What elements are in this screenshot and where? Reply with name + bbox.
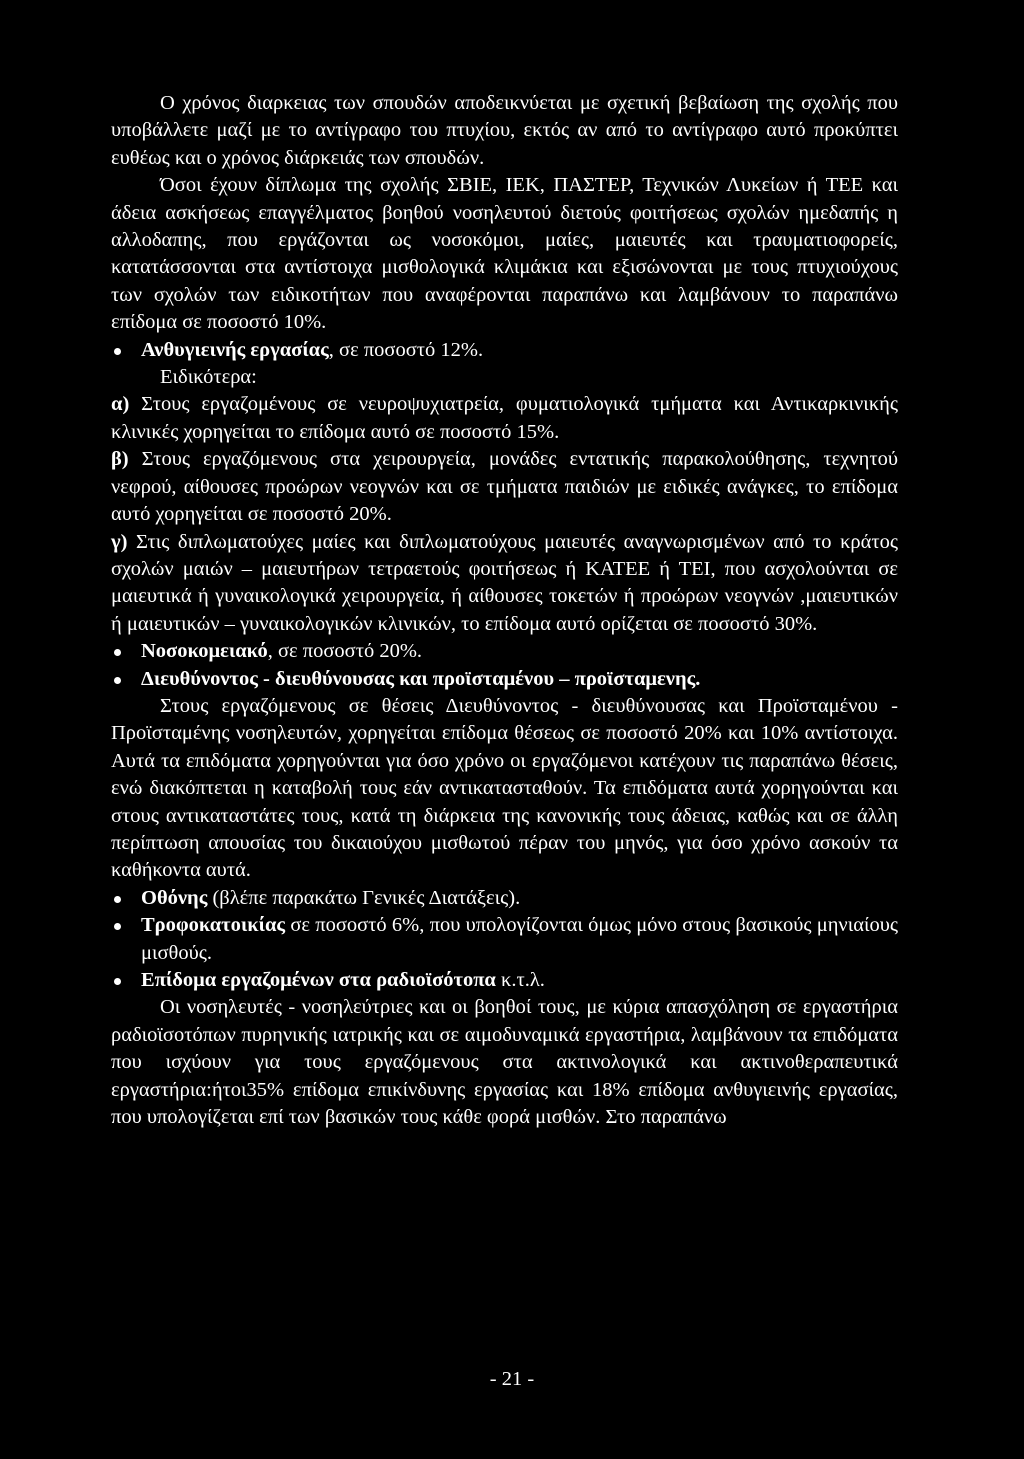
bullet-hospital [111, 638, 898, 665]
bullet-text: (βλέπε παρακάτω Γενικές Διατάξεις). [207, 886, 521, 909]
item-text: Στις διπλωματούχες μαίες και διπλωματούχους μαιευτές αναγνωρισμένων από το κράτος σχολών μαιών – μαιευτήρων τετραετούς φοιτήσεως ή ΚΑΤΕΕ ή ΤΕΙ, που ασχολούνται σε μαιευτικά ή γυναικολογικά χειρουργεία, ή αίθουσες τοκετών ή προώρων νεογνών ,μαιευτικών ή μαιευτικών – γυναικολογικών κλινικών, το επίδομα αυτό ορίζεται σε ποσοστό 30%. [111, 530, 898, 635]
bullet-title: Διευθύνοντος - διευθύνουσας και προϊσταμένου – προϊσταμενης. [141, 667, 701, 690]
item-label: α) [111, 393, 130, 416]
bullet-text: κ.τ.λ. [495, 969, 545, 991]
bullet-screen [111, 885, 898, 912]
item-label: β) [111, 448, 129, 471]
item-text: Στους εργαζόμενους στα χειρουργεία, μονάδες εντατικής παρακολούθησης, τεχνητού νεφρού, αίθουσες προώρων νεογνών και σε τμήματα παιδιών με ειδικές ανάγκες, το επίδομα αυτό χορηγείται σε ποσοστό 20%. [111, 448, 898, 526]
item-c [111, 529, 898, 639]
bullet-director [111, 666, 898, 693]
paragraph-position-allowance: Στους εργαζόμενους σε θέσεις Διευθύνοντος - διευθύνουσας και Προϊσταμένου - Προϊσταμένης νοσηλευτών, χορηγείται επίδομα θέσεως σε ποσοστό 20% και 10% αντίστοιχα. Αυτά τα επιδόματα χορηγούνται για όσο χρόνο οι εργαζόμενοι κατέχουν τις παραπάνω θέσεις, ενώ διακόπτεται η καταβολή τους εάν αντικατασταθούν. Τα επιδόματα αυτά χορηγούνται και στους αντικαταστάτες τους, κατά τη διάρκεια της κανονικής τους άδειας, καθώς και σε άλλη περίπτωση απουσίας του δικαιούχου μισθωτού πέραν του μηνός, για όσο χρόνο ασκούν τα καθήκοντα αυτά. [111, 694, 898, 882]
item-b [111, 446, 898, 528]
bullet-text: , σε ποσοστό 20%. [267, 640, 423, 663]
bullet-dot [114, 348, 121, 355]
bullet-board-lodging [111, 912, 898, 967]
bullet-radioisotopes [111, 967, 898, 994]
bullet-unhealthy-work [111, 337, 898, 364]
bullet-dot [114, 677, 121, 684]
bullet-title: Τροφοκατοικίας [141, 914, 286, 937]
paragraph-radioisotope-labs: Οι νοσηλευτές - νοσηλεύτριες και οι βοηθοί τους, με κύρια απασχόληση σε εργαστήρια ραδιοϊσοτόπων πυρηνικής ιατρικής και σε αιμοδυναμικά εργαστήρια, λαμβάνουν τα επιδόματα που ισχύουν για τους εργαζόμενους στα ακτινολογικά και ακτινοθεραπευτικά εργαστήρια:ήτοι35% επίδομα επικίνδυνης εργασίας και 18% επίδομα ανθυγιεινής εργασίας, που υπολογίζεται επί των βασικών τους κάθε φορά μισθών. Στο παραπάνω [111, 996, 898, 1129]
item-text: Στους εργαζομένους σε νευροψυχιατρεία, φυματιολογικά τμήματα και Αντικαρκινικής κλινικές χορηγείται το επίδομα αυτό σε ποσοστό 15%. [111, 393, 898, 443]
bullet-title: Οθόνης [141, 886, 208, 909]
bullet-dot [114, 923, 121, 930]
page-number: - 21 - [489, 1368, 535, 1390]
paragraph-duration-proof: Ο χρόνος διαρκειας των σπουδών αποδεικνύεται με σχετική βεβαίωση της σχολής που υποβάλλετε μαζί με το αντίγραφο του πτυχίου, εκτός αν από το αντίγραφο αυτό προκύπτει ευθέως και ο χρόνος διάρκειάς των σπουδών. [111, 92, 898, 169]
bullet-dot [114, 978, 121, 985]
bullet-text: , σε ποσοστό 12%. [328, 338, 484, 361]
sub-heading: Ειδικότερα: [160, 366, 257, 389]
bullet-title: Νοσοκομειακό [141, 640, 268, 663]
bullet-title: Ανθυγιεινής εργασίας [141, 338, 329, 361]
bullet-dot [114, 896, 121, 903]
item-a [111, 391, 898, 446]
item-label: γ) [111, 530, 128, 553]
bullet-dot [114, 649, 121, 656]
paragraph-diploma-holders: Όσοι έχουν δίπλωμα της σχολής ΣΒΙΕ, ΙΕΚ, ΠΑΣΤΕΡ, Τεχνικών Λυκείων ή ΤΕΕ και άδεια ασκήσεως επαγγέλματος βοηθού νοσηλευτού διετούς φοιτήσεως σχολών ημεδαπής η αλλοδαπης, που εργάζονται ως νοσοκόμοι, μαίες, μαιευτές και τραυματιοφορείς, κατατάσσονται στα αντίστοιχα μισθολογικά κλιμάκια και εξισώνονται με τους πτυχιούχους των σχολών των ειδικοτήτων που αναφέρονται παραπάνω και λαμβάνουν το παραπάνω επίδομα σε ποσοστό 10%. [111, 174, 898, 334]
bullet-title: Επίδομα εργαζομένων στα ραδιοϊσότοπα [141, 969, 496, 991]
bullet-text: σε ποσοστό 6%, που υπολογίζονται όμως μόνο στους βασικούς μηνιαίους μισθούς. [141, 914, 898, 964]
